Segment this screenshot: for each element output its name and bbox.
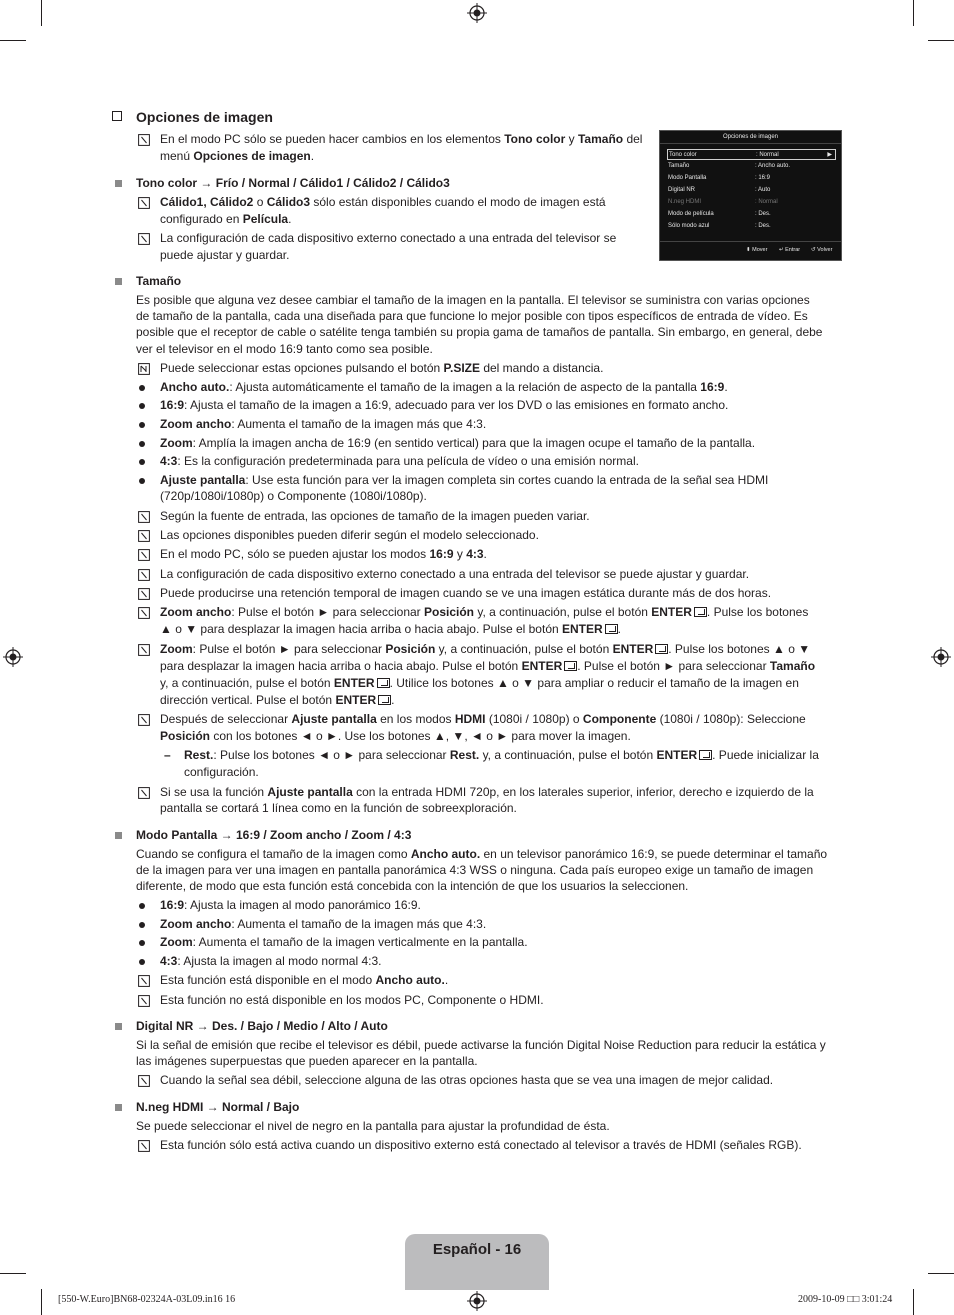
bullet-icon — [139, 922, 145, 928]
square-bullet-icon — [115, 1023, 122, 1030]
tamano-pc-note: En el modo PC, sólo se pueden ajustar los modos 16:9 y 4:3. — [160, 547, 487, 561]
registration-mark-icon — [3, 647, 23, 667]
nneg-note: Esta función sólo está activa cuando un dispositivo externo está conectado al televisor a través de HDMI (señales RGB). — [160, 1138, 802, 1152]
page-number: Español - 16 — [432, 1241, 522, 1258]
modo-para-line3: diferente, de modo que esta función está concebida con la intención de que los usuarios la seleccionen. — [136, 879, 689, 893]
note-icon — [138, 787, 150, 799]
page-number-tab — [405, 1234, 549, 1290]
modo-para-line1: Cuando se configura el tamaño de la imagen como Ancho auto. en un televisor panorámico 16:9, se puede determinar el tamaño — [136, 847, 828, 861]
osd-item-tono-color[interactable]: Tono color : Normal ▶ — [667, 149, 836, 160]
enter-icon — [699, 750, 712, 760]
note-icon — [138, 549, 150, 561]
note-icon — [138, 530, 150, 542]
tamano-para-line1: Es posible que alguna vez desee cambiar el tamaño de la imagen en la pantalla. El televisor se suministra con varias opciones — [136, 293, 810, 307]
modo-bullet-43: 4:3: Ajusta la imagen al modo normal 4:3. — [160, 954, 382, 968]
enter-icon — [564, 661, 577, 671]
osd-item-modo-pelicula[interactable]: Modo de película : Des. — [668, 211, 771, 217]
remote-note-icon — [138, 363, 150, 375]
rest-line2: configuración. — [184, 765, 259, 779]
note-icon — [138, 714, 150, 726]
osd-item-modo-pantalla[interactable]: Modo Pantalla : 16:9 — [668, 175, 771, 181]
crop-mark — [928, 1273, 954, 1274]
tamano-para-line4: ver el televisor en el modo 16:9 tanto como sea posible. — [136, 342, 433, 356]
dnr-heading: Digital NR → Des. / Bajo / Medio / Alto / Auto — [136, 1019, 388, 1033]
note-icon — [138, 134, 150, 146]
bullet-icon — [139, 459, 145, 465]
osd-item-tamano[interactable]: Tamaño : Ancho auto. — [668, 163, 791, 169]
tono-note2-line1: La configuración de cada dispositivo externo conectado a una entrada del televisor se — [160, 231, 617, 245]
tamano-bullet-ancho-auto: Ancho auto.: Ajusta automáticamente el tamaño de la imagen a la relación de aspecto de la pantalla 16:9. — [160, 380, 728, 394]
tamano-bullet-ajuste-line2: (720p/1080i/1080p) o Componente (1080i/1080p). — [160, 489, 427, 503]
modo-note2: Esta función no está disponible en los modos PC, Componente o HDMI. — [160, 993, 544, 1007]
zoomancho-note-line1: Zoom ancho: Pulse el botón ► para seleccionar Posición y, a continuación, pulse el botón ENTER . Pulse los botones — [160, 605, 809, 619]
enter-icon — [605, 624, 618, 634]
zoom-note-line4: dirección vertical. Pulse el botón ENTER . — [160, 693, 395, 707]
arrow-right-icon: ▶ — [827, 152, 832, 158]
modo-note1: Esta función está disponible en el modo Ancho auto.. — [160, 973, 449, 987]
rest-line1: Rest.: Pulse los botones ◄ o ► para seleccionar Rest. y, a continuación, pulse el botón ENTER . Puede inicializar la — [184, 748, 819, 762]
return-icon: ↺ — [811, 247, 816, 253]
modo-para-line2: de la imagen para ver una imagen en pantalla panorámica 4:3 WSS o ninguna. Cada país europeo exige un tamaño de imagen — [136, 863, 814, 877]
tamano-bullet-zoom-ancho: Zoom ancho: Aumenta el tamaño de la imagen más que 4:3. — [160, 417, 487, 431]
tono-heading: Tono color → Frío / Normal / Cálido1 / Cálido2 / Cálido3 — [136, 176, 450, 190]
enter-icon — [377, 678, 390, 688]
osd-divider — [660, 241, 841, 242]
crop-mark — [41, 0, 42, 26]
note-icon — [138, 569, 150, 581]
bullet-icon — [139, 441, 145, 447]
enter-icon: ↵ — [779, 247, 784, 253]
dnr-note: Cuando la señal sea débil, seleccione alguna de las otras opciones hasta que se vea una imagen de mejor calidad. — [160, 1073, 774, 1087]
square-bullet-icon — [115, 278, 122, 285]
ajuste-note-line1: Después de seleccionar Ajuste pantalla en los modos HDMI (1080i / 1080p) o Componente (1080i / 1080p): Seleccione — [160, 712, 806, 726]
footer-file-info: [550-W.Euro]BN68-02324A-03L09.in16 16 — [58, 1294, 236, 1305]
bullet-icon — [139, 903, 145, 909]
note-icon — [138, 644, 150, 656]
registration-mark-icon — [467, 3, 487, 23]
move-icon: ⬍ — [746, 247, 751, 253]
osd-hint-back: ↺ Volver — [811, 247, 833, 253]
osd-item-solo-modo-azul[interactable]: Sólo modo azul : Des. — [668, 223, 771, 229]
tono-note2-line2: puede ajustar y guardar. — [160, 248, 290, 262]
enter-icon — [378, 695, 391, 705]
tamano-note2: Las opciones disponibles pueden diferir según el modelo seleccionado. — [160, 528, 539, 542]
note-icon — [138, 607, 150, 619]
modo-bullet-169: 16:9: Ajusta la imagen al modo panorámico 16:9. — [160, 898, 421, 912]
dnr-para-line2: las imágenes superpuestas que pueden aparecer en la pantalla. — [136, 1054, 478, 1068]
note-icon — [138, 1140, 150, 1152]
zoom-note-line3: y, a continuación, pulse el botón ENTER . Utilice los botones ▲ o ▼ para ampliar o reducir el tamaño de la imagen en — [160, 676, 799, 690]
modo-bullet-zoom: Zoom: Aumenta el tamaño de la imagen verticalmente en la pantalla. — [160, 935, 528, 949]
osd-hint-enter: ↵ Entrar — [779, 247, 801, 253]
square-bullet-icon — [115, 180, 122, 187]
tono-note1-line1: Cálido1, Cálido2 o Cálido3 sólo están disponibles cuando el modo de imagen está — [160, 195, 606, 209]
crop-mark — [913, 1289, 914, 1315]
section-title: Opciones de imagen — [136, 109, 273, 125]
crop-mark — [0, 40, 26, 41]
modo-heading: Modo Pantalla → 16:9 / Zoom ancho / Zoom / 4:3 — [136, 828, 412, 842]
registration-mark-icon — [931, 647, 951, 667]
note-icon — [138, 588, 150, 600]
ajuste-note-line2: Posición con los botones ◄ o ►. Use los botones ▲, ▼, ◄ o ► para mover la imagen. — [160, 729, 631, 743]
zoom-note-line2: para desplazar la imagen hacia arriba o hacia abajo. Pulse el botón ENTER . Pulse el botón ► para seleccionar Tamaño — [160, 659, 816, 673]
tamano-note4: Puede producirse una retención temporal de imagen cuando se ve una imagen estática durante más de dos horas. — [160, 586, 772, 600]
hdmi720-note-line2: pantalla se cortará 1 línea como en la función de sobreexploración. — [160, 801, 517, 815]
square-bullet-icon — [115, 832, 122, 839]
osd-hint-move: ⬍ Mover — [746, 247, 768, 253]
note-icon — [138, 995, 150, 1007]
tamano-bullet-ajuste: Ajuste pantalla: Use esta función para ver la imagen completa sin cortes cuando la entrada de la señal sea HDMI — [160, 473, 769, 487]
dash-icon: – — [164, 748, 171, 762]
footer-timestamp: 2009-10-09 □□ 3:01:24 — [798, 1294, 893, 1305]
osd-item-digital-nr[interactable]: Digital NR : Auto — [668, 187, 771, 193]
crop-mark — [928, 40, 954, 41]
note-icon — [138, 511, 150, 523]
nneg-para: Se puede seleccionar el nivel de negro en la pantalla para ajustar la profundidad de ésta. — [136, 1119, 610, 1133]
zoom-note-line1: Zoom: Pulse el botón ► para seleccionar Posición y, a continuación, pulse el botón ENTER . Pulse los botones ▲ o ▼ — [160, 642, 811, 656]
crop-mark — [41, 1289, 42, 1315]
hdmi720-note-line1: Si se usa la función Ajuste pantalla con la entrada HDMI 720p, en los laterales superior, inferior, derecho e izquierdo de la — [160, 785, 814, 799]
square-bullet-icon — [115, 1104, 122, 1111]
registration-mark-icon — [467, 1291, 487, 1311]
tamano-heading: Tamaño — [136, 274, 182, 288]
tamano-bullet-zoom: Zoom: Amplía la imagen ancha de 16:9 (en sentido vertical) para que la imagen ocupe el tamaño de la pantalla. — [160, 436, 756, 450]
psize-note: Puede seleccionar estas opciones pulsando el botón P.SIZE del mando a distancia. — [160, 361, 604, 375]
nneg-heading: N.neg HDMI → Normal / Bajo — [136, 1100, 300, 1114]
intro-note-line1: En el modo PC sólo se pueden hacer cambios en los elementos Tono color y Tamaño del — [160, 132, 643, 146]
note-icon — [138, 233, 150, 245]
bullet-icon — [139, 385, 145, 391]
dnr-para-line1: Si la señal de emisión que recibe el televisor es débil, puede activarse la función Digital Noise Reduction para reducir la estática y — [136, 1038, 826, 1052]
bullet-icon — [139, 403, 145, 409]
bullet-icon — [139, 422, 145, 428]
tamano-para-line3: posible que el receptor de cable o satélite tenga también su propia gama de tamaños de pantalla. Sin embargo, en general, debe — [136, 325, 823, 339]
note-icon — [138, 1075, 150, 1087]
zoomancho-note-line2: ▲ o ▼ para desplazar la imagen hacia arriba o hacia abajo. Pulse el botón ENTER . — [160, 622, 622, 636]
note-icon — [138, 197, 150, 209]
picture-options-osd — [659, 130, 842, 261]
tamano-bullet-43: 4:3: Es la configuración predeterminada para una película de vídeo o una emisión normal. — [160, 454, 639, 468]
tono-note1-line2: configurado en Película. — [160, 212, 292, 226]
osd-title: Opciones de imagen — [660, 131, 841, 144]
tamano-para-line2: de tamaño de la pantalla, cada una diseñada para que funcione lo mejor posible con tipos específicos de entrada de vídeo. Es — [136, 309, 808, 323]
checkbox-icon — [112, 111, 122, 121]
tamano-bullet-169: 16:9: Ajusta el tamaño de la imagen a 16:9, adecuado para ver los DVD o las emisiones en formato ancho. — [160, 398, 729, 412]
modo-bullet-zoom-ancho: Zoom ancho: Aumenta el tamaño de la imagen más que 4:3. — [160, 917, 487, 931]
intro-note-line2: menú Opciones de imagen. — [160, 149, 315, 163]
bullet-icon — [139, 940, 145, 946]
crop-mark — [913, 0, 914, 26]
tamano-note1: Según la fuente de entrada, las opciones de tamaño de la imagen pueden variar. — [160, 509, 590, 523]
bullet-icon — [139, 959, 145, 965]
crop-mark — [0, 1273, 26, 1274]
bullet-icon — [139, 478, 145, 484]
tamano-note3: La configuración de cada dispositivo externo conectado a una entrada del televisor se puede ajustar y guardar. — [160, 567, 750, 581]
enter-icon — [694, 607, 707, 617]
enter-icon — [655, 644, 668, 654]
osd-item-nneg-hdmi: N.neg HDMI : Normal — [668, 199, 778, 205]
note-icon — [138, 975, 150, 987]
